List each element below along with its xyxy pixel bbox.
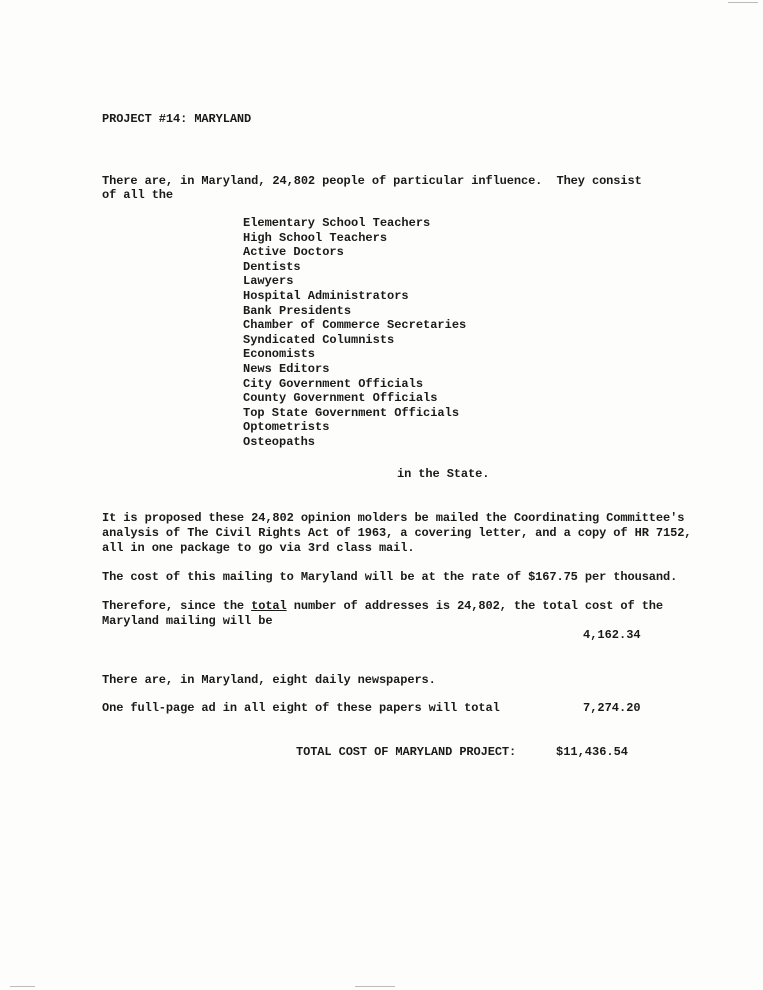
grand-total-label: TOTAL COST OF MARYLAND PROJECT: — [296, 745, 517, 759]
list-item: Osteopaths — [243, 434, 316, 449]
therefore-line-2: Maryland mailing will be — [102, 614, 273, 628]
list-item: Dentists — [243, 259, 301, 274]
therefore-total-underlined: total — [251, 599, 287, 613]
cost-rate-line: The cost of this mailing to Maryland will be at the rate of $167.75 per thousand. — [102, 570, 678, 584]
scan-edge-mark — [10, 986, 35, 987]
list-item: Elementary School Teachers — [243, 216, 431, 230]
ad-total-amount: 7,274.20 — [583, 701, 641, 715]
list-item: Chamber of Commerce Secretaries — [243, 318, 467, 333]
list-item: Bank Presidents — [243, 303, 352, 318]
proposal-line-3: all in one package to go via 3rd class mail. — [102, 541, 415, 555]
therefore-text-c: number of addresses is 24,802, the total cost of the — [286, 599, 664, 613]
therefore-text-a: Therefore, since the — [102, 599, 252, 613]
influence-group-list — [243, 216, 466, 450]
proposal-line-1: It is proposed these 24,802 opinion molders be mailed the Coordinating Committee's — [102, 511, 685, 525]
list-item: Lawyers — [243, 274, 294, 289]
scan-edge-mark — [355, 986, 395, 987]
list-item: Hospital Administrators — [243, 288, 409, 303]
list-item: High School Teachers — [243, 230, 388, 245]
mailing-total-amount: 4,162.34 — [583, 628, 641, 642]
list-item: Economists — [243, 347, 316, 362]
intro-line-2: of all the — [102, 188, 174, 202]
therefore-line-1 — [102, 599, 663, 613]
list-item: County Government Officials — [243, 391, 438, 406]
list-item: City Government Officials — [243, 376, 424, 391]
list-item: News Editors — [243, 361, 330, 376]
ad-cost-line: One full-page ad in all eight of these papers will total — [102, 701, 500, 715]
newspapers-line: There are, in Maryland, eight daily newspapers. — [102, 673, 436, 687]
grand-total-value: $11,436.54 — [556, 745, 629, 759]
list-item: Top State Government Officials — [243, 405, 460, 420]
scan-edge-mark — [728, 2, 758, 3]
intro-line-1: There are, in Maryland, 24,802 people of particular influence. They consist — [102, 174, 642, 188]
project-heading: PROJECT #14: MARYLAND — [102, 112, 252, 126]
list-item: Syndicated Columnists — [243, 332, 395, 347]
list-item: Optometrists — [243, 420, 330, 435]
in-state-line: in the State. — [397, 467, 490, 481]
list-item: Active Doctors — [243, 245, 344, 260]
proposal-line-2: analysis of The Civil Rights Act of 1963, a covering letter, and a copy of HR 7152, — [102, 526, 692, 540]
